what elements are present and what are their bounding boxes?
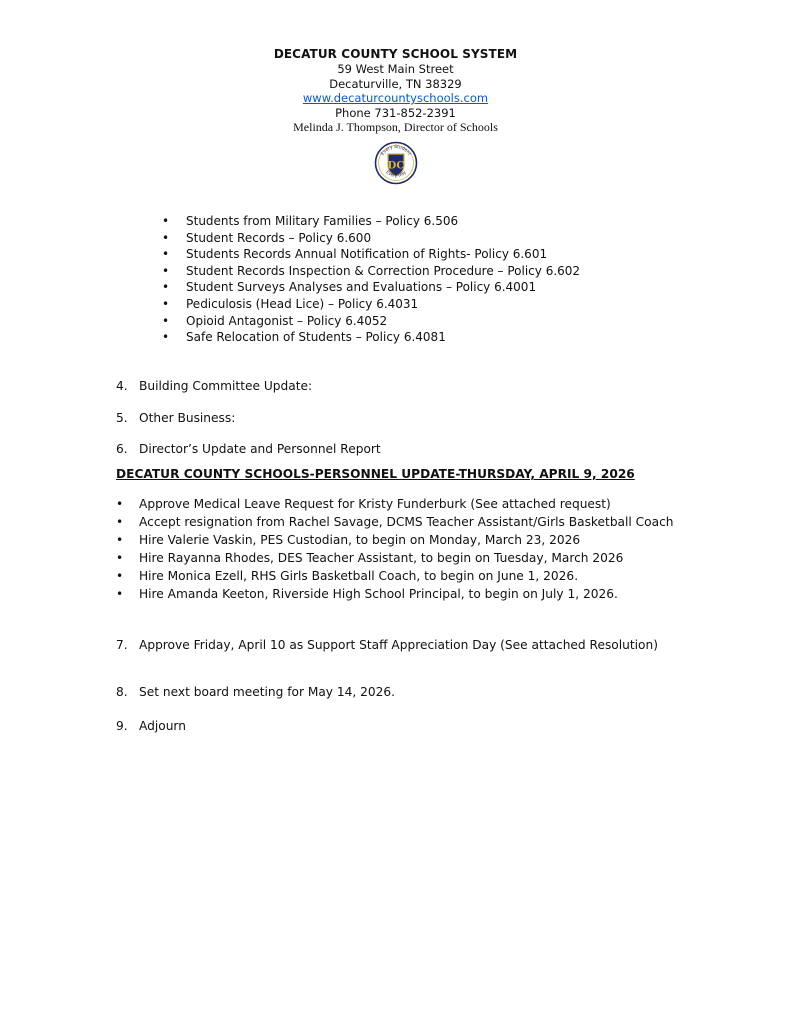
personnel-list — [116, 496, 674, 603]
list-item: • Opioid Antagonist – Policy 6.4052 — [162, 313, 580, 330]
item-number: 7. — [116, 638, 128, 652]
agenda-item-9 — [116, 718, 186, 734]
street-address: 59 West Main Street — [337, 62, 454, 76]
director-name: Melinda J. Thompson, Director of Schools — [293, 120, 498, 134]
list-item: • Hire Rayanna Rhodes, DES Teacher Assistant, to begin on Tuesday, March 2026 — [116, 550, 674, 568]
logo-arc-bottom: Every Day — [383, 170, 408, 179]
logo-monogram: DC — [387, 160, 404, 172]
item-text: Approve Friday, April 10 as Support Staff Appreciation Day (See attached Resolution) — [139, 638, 658, 652]
city-state-zip: Decaturville, TN 38329 — [329, 76, 462, 91]
list-item: • Pediculosis (Head Lice) – Policy 6.4031 — [162, 296, 580, 313]
item-text: Building Committee Update: — [139, 379, 313, 393]
school-logo — [374, 141, 418, 185]
item-number: 6. — [116, 442, 128, 456]
organization-name: DECATUR COUNTY SCHOOL SYSTEM — [273, 47, 518, 61]
list-item: • Student Records – Policy 6.600 — [162, 230, 580, 247]
item-text: Director’s Update and Personnel Report — [139, 442, 381, 456]
item-number: 4. — [116, 379, 128, 393]
policy-list — [162, 213, 580, 346]
item-number: 8. — [116, 685, 128, 699]
agenda-item-7 — [116, 637, 658, 653]
item-text: Other Business: — [139, 411, 236, 425]
agenda-item-5 — [116, 410, 235, 426]
logo-arc-top: Every Student — [379, 144, 412, 157]
agenda-item-4 — [116, 378, 312, 394]
list-item: • Students from Military Families – Policy 6.506 — [162, 213, 580, 230]
list-item: • Students Records Annual Notification of Rights- Policy 6.601 — [162, 246, 580, 263]
personnel-heading: DECATUR COUNTY SCHOOLS-PERSONNEL UPDATE-THURSDAY, APRIL 9, 2026 — [116, 467, 635, 481]
list-item: • Accept resignation from Rachel Savage, DCMS Teacher Assistant/Girls Basketball Coach — [116, 514, 674, 532]
list-item: • Student Records Inspection & Correction Procedure – Policy 6.602 — [162, 263, 580, 280]
agenda-item-6 — [116, 441, 381, 457]
list-item: • Safe Relocation of Students – Policy 6.4081 — [162, 329, 580, 346]
list-item: • Hire Amanda Keeton, Riverside High School Principal, to begin on July 1, 2026. — [116, 586, 674, 604]
item-text: Set next board meeting for May 14, 2026. — [139, 685, 396, 699]
list-item: • Student Surveys Analyses and Evaluations – Policy 6.4001 — [162, 279, 580, 296]
website-link[interactable]: www.decaturcountyschools.com — [302, 91, 489, 105]
agenda-item-8 — [116, 684, 395, 700]
item-number: 9. — [116, 719, 128, 733]
letterhead — [0, 46, 791, 185]
item-number: 5. — [116, 411, 128, 425]
list-item: • Hire Monica Ezell, RHS Girls Basketball Coach, to begin on June 1, 2026. — [116, 568, 674, 586]
list-item: • Approve Medical Leave Request for Kristy Funderburk (See attached request) — [116, 496, 674, 514]
list-item: • Hire Valerie Vaskin, PES Custodian, to begin on Monday, March 23, 2026 — [116, 532, 674, 550]
phone-number: Phone 731-852-2391 — [335, 105, 456, 120]
item-text: Adjourn — [139, 719, 186, 733]
